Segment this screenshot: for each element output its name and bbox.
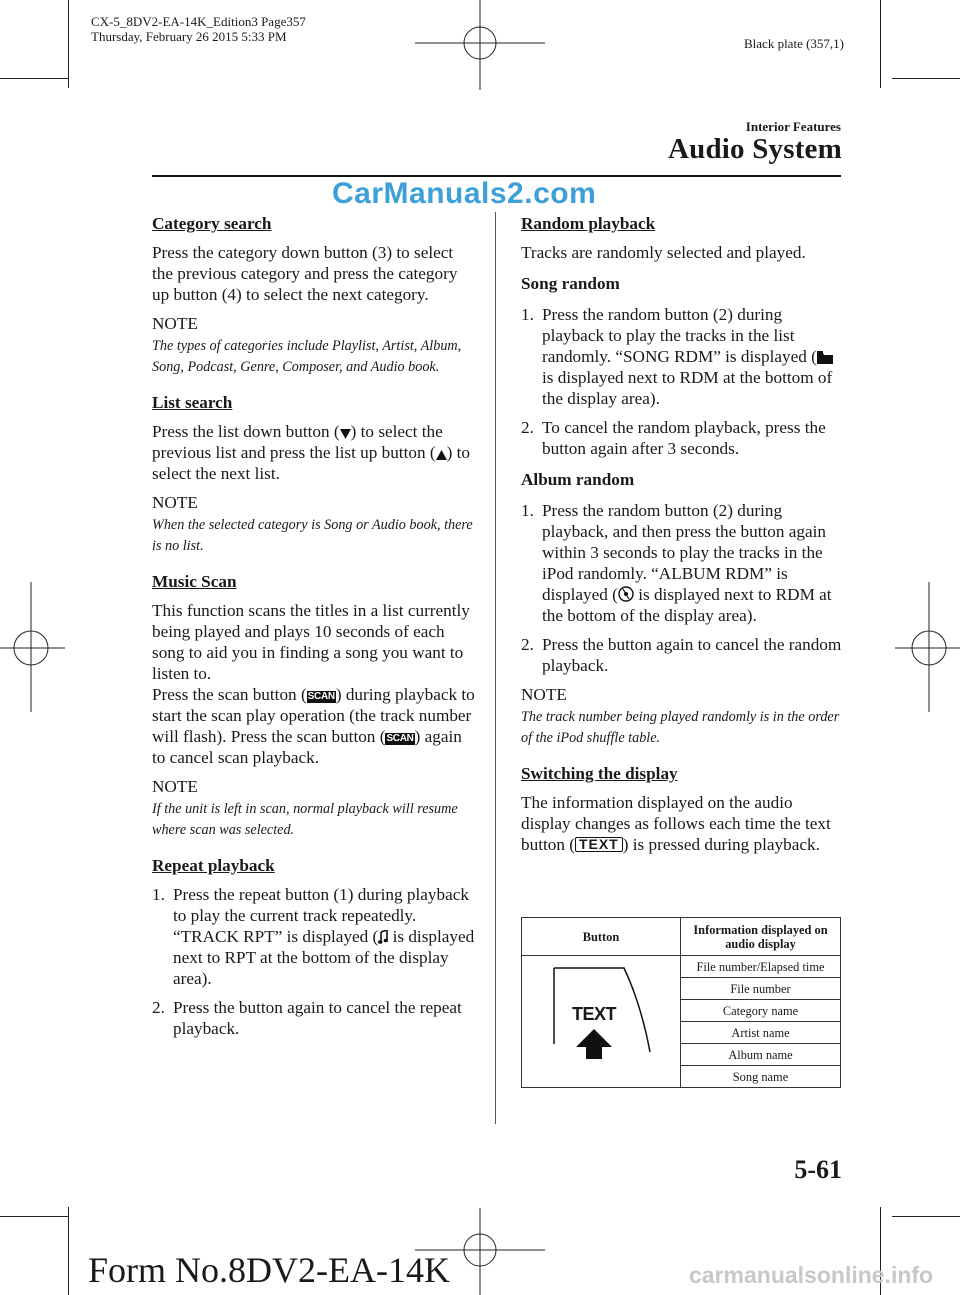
table-cell: Artist name [681,1022,841,1044]
site-watermark: carmanualsonline.info [689,1262,934,1288]
crop-mark [892,1216,960,1217]
item-number: 1. [521,501,534,520]
text-run: This function scans the titles in a list currently being played and plays 10 seconds of each song to aid you in finding a song you want to listen to. [152,601,470,683]
list-item [521,634,846,676]
note-label: NOTE [152,314,198,333]
table-cell: Category name [681,1000,841,1022]
triangle-up-icon [436,449,447,460]
table-header-info: Information displayed on audio display [681,918,841,956]
list-search-heading: List search [152,393,233,412]
note-label: NOTE [152,777,198,796]
crop-mark [880,0,881,88]
note-text: The track number being played randomly is in the order of the iPod shuffle table. [521,709,840,746]
note-label: NOTE [521,685,567,704]
text-run: Press the random button (2) during playback, and then press the button again within 3 seconds to play the tracks in the iPod randomly. “ALBUM RDM” is displayed ( [542,501,826,604]
text-run: Press the random button (2) during playback to play the tracks in the list randomly. “SONG RDM” is displayed ( [542,305,817,366]
press-arrow-icon [574,1027,614,1061]
crop-mark [0,1216,68,1217]
repeat-playback-heading: Repeat playback [152,856,275,875]
right-column [521,213,846,863]
text-button-icon: TEXT [575,837,623,852]
list-item [152,884,477,989]
display-info-table [521,917,841,1088]
item-number: 1. [152,885,165,904]
text-run: The information displayed on the audio display changes as follows each time the text button ( [521,793,831,854]
item-number: 1. [521,305,534,324]
list-item [152,997,477,1039]
category-search-heading: Category search [152,214,272,233]
note-text: If the unit is left in scan, normal playback will resume where scan was selected. [152,801,458,838]
album-random-subheading: Album random [521,470,635,489]
crop-mark [68,0,69,88]
triangle-down-icon [340,428,351,439]
list-item [521,304,846,409]
folder-icon [817,351,833,364]
left-column [152,213,477,1047]
item-number: 2. [521,635,534,654]
column-divider [495,212,496,1124]
switching-display-heading: Switching the display [521,764,678,783]
list-item [521,417,846,459]
table-header-row [522,918,841,956]
random-body: Tracks are randomly selected and played. [521,243,806,262]
note-text: The types of categories include Playlist, Artist, Album, Song, Podcast, Genre, Composer, and Audio book. [152,338,462,375]
form-number: Form No.8DV2-EA-14K [88,1250,450,1290]
table-cell: File number/Elapsed time [681,956,841,978]
scan-button-icon: SCAN [307,691,335,702]
page-number: 5-61 [794,1155,842,1184]
text-run: To cancel the random playback, press the button again after 3 seconds. [542,418,826,458]
registration-mark-left [0,582,65,712]
print-header-line1: CX-5_8DV2-EA-14K_Edition3 Page357 [91,14,306,29]
switching-body [521,792,846,855]
watermark: CarManuals2.com [332,177,597,210]
music-note-icon [378,930,388,944]
registration-mark-top [415,0,545,90]
text-run: Press the button again to cancel the random playback. [542,635,842,675]
disc-icon [618,586,634,602]
note-text: When the selected category is Song or Audio book, there is no list. [152,517,473,554]
music-scan-body2 [152,684,477,768]
table-cell: Song name [681,1066,841,1088]
song-random-subheading: Song random [521,274,620,293]
crop-mark [892,78,960,79]
music-scan-heading: Music Scan [152,572,237,591]
text-run: is displayed next to RDM at the bottom of the display area). [542,585,832,625]
list-search-body [152,421,477,484]
text-run: is displayed next to RDM at the bottom of the display area). [542,368,833,408]
table-header-button: Button [522,918,681,956]
text-run: Press the list down button ( [152,422,340,441]
note-label: NOTE [152,493,198,512]
music-scan-body [152,600,477,684]
text-run: Press the scan button ( [152,685,307,704]
text-run: ) is pressed during playback. [622,835,820,854]
illustration-text-label: TEXT [572,1004,617,1024]
table-cell: File number [681,978,841,1000]
section-category: Interior Features [745,119,841,134]
item-number: 2. [152,998,165,1017]
random-playback-heading: Random playback [521,214,656,233]
table-cell: Album name [681,1044,841,1066]
text-run: Press the repeat button (1) during playback to play the current track repeatedly. “TRACK RPT” is displayed ( [173,885,469,946]
item-number: 2. [521,418,534,437]
text-run: ) during playback to start the scan play operation (the track number will flash). Press the scan button ( [152,685,475,746]
print-header-plate: Black plate (357,1) [744,36,844,51]
scan-button-icon: SCAN [386,733,414,744]
text-run: is displayed next to RPT at the bottom of the display area). [173,927,475,988]
page-title: Audio System [667,133,842,165]
text-run: Press the button again to cancel the repeat playback. [173,998,462,1038]
table-row [522,956,841,978]
list-item [521,500,846,626]
crop-mark [0,78,68,79]
registration-mark-right [895,582,960,712]
crop-mark [68,1207,69,1295]
category-search-body: Press the category down button (3) to select the previous category and press the category up button (4) to select the next category. [152,243,458,304]
print-header-line2: Thursday, February 26 2015 5:33 PM [91,29,287,44]
text-run: ) to select the next list. [152,443,470,483]
text-run: ) to select the previous list and press the list up button ( [152,422,443,462]
text-run: ) again to cancel scan playback. [152,727,462,767]
